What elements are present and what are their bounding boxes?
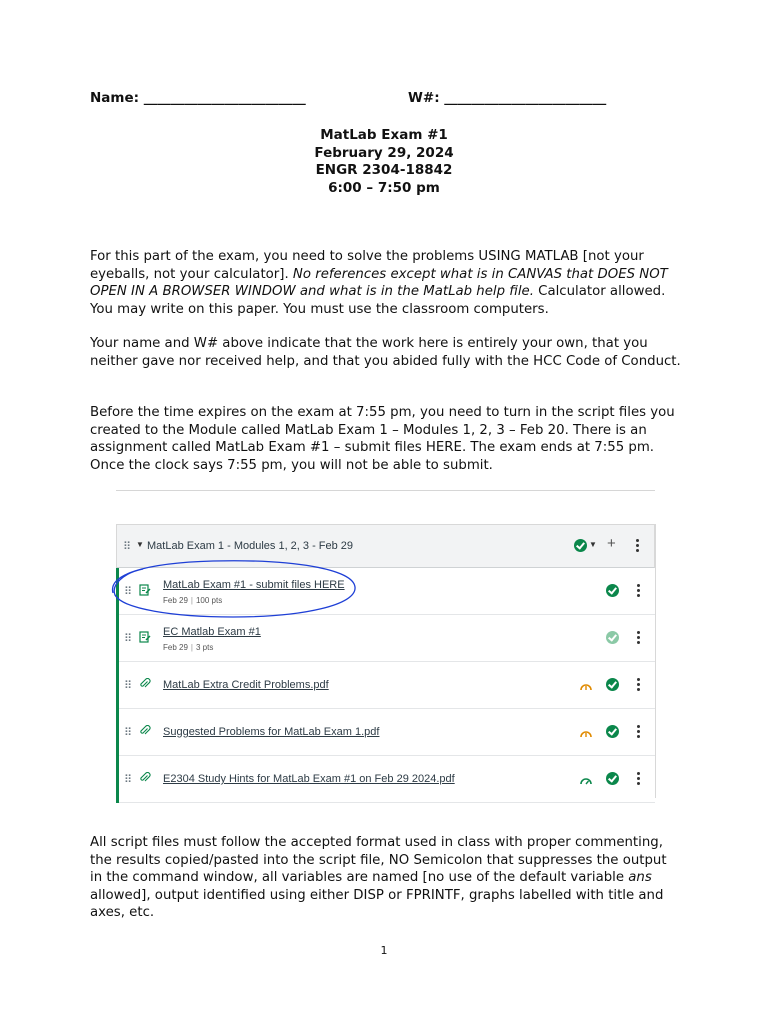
module-title[interactable]: MatLab Exam 1 - Modules 1, 2, 3 - Feb 29 — [147, 540, 354, 552]
item-meta: Feb 29 | 3 pts — [163, 643, 214, 652]
instructions-italic-text: No references except what is in CANVAS that DOES NOT OPEN IN A BROWSER WINDOW and what is in the MatLab help file. — [90, 266, 668, 300]
module-item[interactable] — [119, 709, 655, 756]
format-requirements-paragraph — [90, 834, 682, 922]
item-options-icon[interactable] — [637, 584, 640, 604]
exam-title: MatLab Exam #1 — [320, 127, 448, 143]
module-options-icon[interactable] — [636, 539, 639, 559]
publish-dropdown-icon[interactable]: ▼ — [589, 540, 597, 549]
item-title-link[interactable]: Suggested Problems for MatLab Exam 1.pdf — [163, 726, 380, 738]
divider — [116, 490, 655, 491]
drag-handle-icon[interactable]: ⠿ — [124, 586, 132, 598]
published-check-icon[interactable] — [606, 631, 619, 649]
published-check-icon[interactable] — [606, 725, 619, 743]
exam-title-block — [0, 127, 768, 197]
item-points: 3 pts — [195, 643, 214, 652]
collapse-caret-icon[interactable]: ▼ — [136, 540, 144, 549]
speedometer-icon[interactable] — [579, 679, 593, 697]
item-date: Feb 29 — [163, 596, 188, 605]
published-check-icon[interactable] — [606, 678, 619, 696]
item-title-link[interactable]: MatLab Extra Credit Problems.pdf — [163, 679, 329, 691]
attachment-icon — [139, 724, 151, 742]
item-options-icon[interactable] — [637, 631, 640, 651]
item-date: Feb 29 — [163, 643, 188, 652]
module-header[interactable] — [116, 524, 655, 568]
item-title-link[interactable]: MatLab Exam #1 - submit files HERE — [163, 579, 345, 591]
item-options-icon[interactable] — [637, 772, 640, 792]
assignment-icon — [139, 630, 151, 648]
drag-handle-icon[interactable]: ⠿ — [124, 680, 132, 692]
item-points: 100 pts — [195, 596, 223, 605]
attachment-icon — [139, 677, 151, 695]
format-italic-ans: ans — [628, 870, 652, 886]
page-number: 1 — [380, 944, 388, 957]
module-item[interactable] — [119, 615, 655, 662]
honor-paragraph: Your name and W# above indicate that the work here is entirely your own, that you neither gave nor received help, and that you abided fully with the HCC Code of Conduct. — [90, 336, 681, 369]
name-field-label: Name: ________________________ — [90, 90, 306, 106]
drag-handle-icon[interactable]: ⠿ — [124, 727, 132, 739]
exam-date: February 29, 2024 — [314, 144, 454, 161]
instructions-text: For this part of the exam, you need to solve the problems USING MATLAB [not your eyeballs, not your calculator]. — [90, 249, 644, 282]
published-check-icon[interactable] — [606, 584, 619, 602]
item-options-icon[interactable] — [637, 725, 640, 745]
submission-paragraph: Before the time expires on the exam at 7:55 pm, you need to turn in the script files you created to the Module called MatLab Exam 1 – Modules 1, 2, 3 – Feb 20. There is an assignment called MatLab Exam #1 – submit files HERE. The exam ends at 7:55 pm. Once the clock says 7:55 pm, you will not be able to submit. — [90, 405, 675, 473]
w-number-field-label: W#: ________________________ — [408, 90, 607, 106]
speedometer-icon[interactable] — [579, 726, 593, 744]
module-item[interactable] — [119, 662, 655, 709]
instructions-text-end: Calculator allowed. You may write on this paper. You must use the classroom computers. — [90, 284, 666, 317]
item-meta: Feb 29 | 100 pts — [163, 596, 223, 605]
format-text-end: allowed], output identified using either DISP or FPRINTF, graphs labelled with title and axes, etc. — [90, 887, 664, 921]
published-check-icon[interactable] — [574, 539, 587, 557]
add-item-icon[interactable]: + — [607, 535, 616, 552]
assignment-icon — [139, 583, 151, 601]
module-items — [116, 568, 655, 803]
canvas-module-screenshot — [116, 524, 656, 798]
item-options-icon[interactable] — [637, 678, 640, 698]
module-item[interactable] — [119, 568, 655, 615]
published-check-icon[interactable] — [606, 772, 619, 790]
exam-time: 6:00 – 7:50 pm — [328, 179, 440, 196]
speedometer-icon[interactable] — [579, 773, 593, 791]
drag-handle-icon[interactable]: ⠿ — [124, 774, 132, 786]
instructions-paragraph — [90, 248, 682, 318]
course-code: ENGR 2304-18842 — [315, 162, 453, 178]
module-item[interactable] — [119, 756, 655, 803]
attachment-icon — [139, 771, 151, 789]
format-text: All script files must follow the accepted format used in class with proper commenting, the results copied/pasted into the script file, NO Semicolon that suppresses the output in the command window, all variables are named [no use of the default variable — [90, 835, 667, 886]
item-title-link[interactable]: E2304 Study Hints for MatLab Exam #1 on Feb 29 2024.pdf — [163, 773, 455, 785]
item-title-link[interactable]: EC Matlab Exam #1 — [163, 626, 261, 638]
drag-handle-icon[interactable]: ⠿ — [123, 541, 131, 553]
drag-handle-icon[interactable]: ⠿ — [124, 633, 132, 645]
